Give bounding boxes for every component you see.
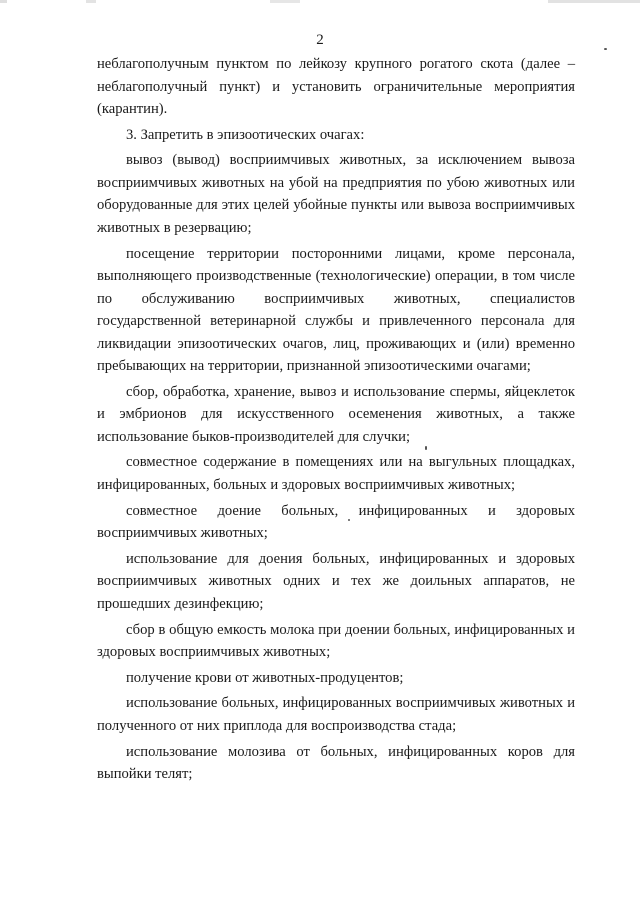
document-body	[97, 53, 575, 789]
paragraph-milk-collection-ban: сбор в общую емкость молока при доении больных, инфицированных и здоровых восприимчивых животных;	[97, 621, 575, 660]
paragraph-continuation: неблагополучным пунктом по лейкозу крупного рогатого скота (далее – неблагополучный пункт) и установить ограничительные мероприятия (карантин).	[97, 56, 575, 117]
paragraph-breeding-ban: использование больных, инфицированных восприимчивых животных и полученного от них приплода для воспроизводства стада;	[97, 695, 575, 734]
paragraph-milking-equipment-ban: использование для доения больных, инфицированных и здоровых восприимчивых животных одних и тех же доильных аппаратов, не прошедших дезинфекцию;	[97, 550, 575, 612]
paragraph-colostrum-ban: использование молозива от больных, инфицированных коров для выпойки телят;	[97, 743, 575, 783]
paragraph-export-ban: вывоз (вывод) восприимчивых животных, за исключением вывоза восприимчивых животных на убой на предприятия по убою животных или оборудованные для этих целей убойные пункты или вывоза восприимчивых животных в резервацию;	[97, 152, 575, 236]
scan-speck	[425, 446, 427, 450]
paragraph-joint-milking-ban: совместное доение больных, инфицированных и здоровых восприимчивых животных;	[97, 502, 575, 542]
scan-speck	[348, 519, 350, 521]
paragraph-joint-keeping-ban: совместное содержание в помещениях или на выгульных площадках, инфицированных, больных и здоровых восприимчивых животных;	[97, 454, 575, 493]
paragraph-semen-ban: сбор, обработка, хранение, вывоз и использование спермы, яйцеклеток и эмбрионов для искусственного осеменения животных, а также использование быков-производителей для случки;	[97, 383, 575, 445]
paragraph-blood-ban: получение крови от животных-продуцентов;	[126, 669, 404, 686]
scan-speck	[604, 48, 607, 50]
paragraph-item-3-heading: 3. Запретить в эпизоотических очагах:	[126, 126, 365, 143]
page-number: 2	[316, 32, 324, 48]
paragraph-visit-ban: посещение территории посторонними лицами, кроме персонала, выполняющего производственные (технологические) операции, в том числе по обслуживанию восприимчивых животных, специалистов государственной ветеринарной службы и привлеченного персонала для ликвидации эпизоотических очагов, лиц, проживающих и (или) временно пребывающих на территории, признанной эпизоотическими очагами;	[97, 245, 575, 375]
scan-top-edge	[0, 0, 640, 3]
